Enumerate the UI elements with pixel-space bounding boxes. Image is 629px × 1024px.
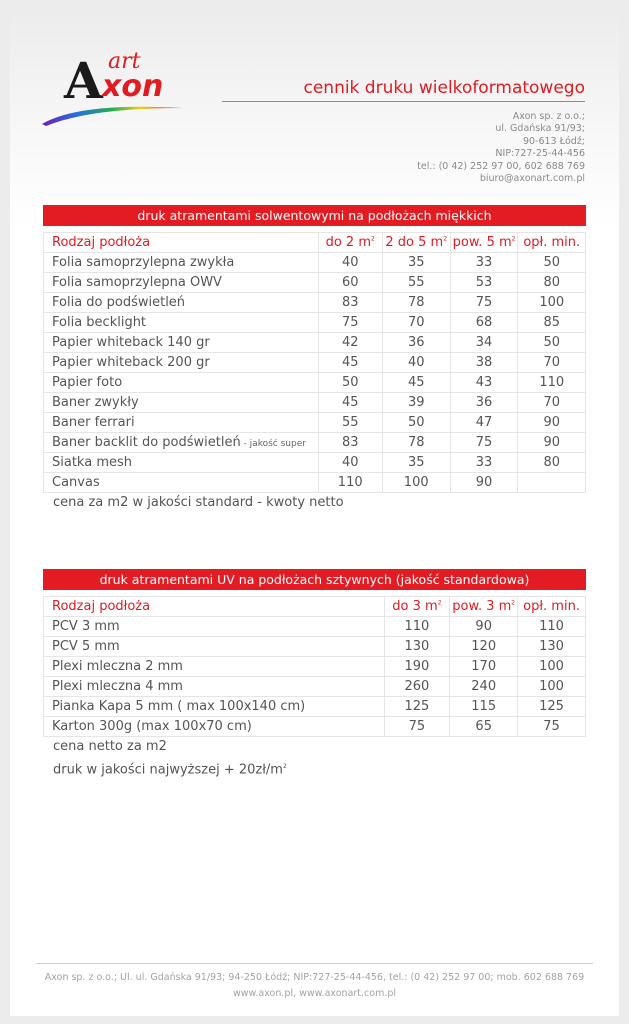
- price-cell: 85: [518, 313, 586, 333]
- price-cell: 80: [518, 453, 586, 473]
- price-cell: 47: [450, 413, 518, 433]
- table-row: [44, 393, 586, 413]
- material-name: Papier whiteback 140 gr: [44, 333, 319, 353]
- material-name: Pianka Kapa 5 mm ( max 100x140 cm): [44, 697, 385, 717]
- price-cell: 53: [450, 273, 518, 293]
- table-row: [44, 253, 586, 273]
- col-upto-3: do 3 $m^2$: [384, 597, 450, 617]
- price-cell: 78: [382, 433, 450, 453]
- price-cell: 36: [450, 393, 518, 413]
- price-cell: 130: [518, 637, 586, 657]
- price-cell: 70: [518, 393, 586, 413]
- material-name: Siatka mesh: [44, 453, 319, 473]
- footer-address: Axon sp. z o.o.; Ul. ul. Gdańska 91/93; 94-250 Łódź; NIP:727-25-44-456, tel.: (0 42) 252 97 00; mob. 602 688 769: [44, 972, 585, 983]
- col-upto-2: do 2 $m^2$: [318, 233, 382, 253]
- price-cell: 75: [518, 717, 586, 737]
- price-cell: 33: [450, 253, 518, 273]
- price-cell: 80: [518, 273, 586, 293]
- price-cell: 170: [450, 657, 518, 677]
- material-name: Baner zwykły: [44, 393, 319, 413]
- table-row: [44, 353, 586, 373]
- price-cell: 35: [382, 453, 450, 473]
- uv-note-quality: druk w jakości najwyższej + $20zł/m^2$: [53, 762, 287, 778]
- price-cell: 90: [518, 433, 586, 453]
- table-row: [44, 373, 586, 393]
- price-cell: 33: [450, 453, 518, 473]
- price-cell: 100: [518, 677, 586, 697]
- price-cell: 45: [382, 373, 450, 393]
- company-line: 90-613 Łódź;: [522, 135, 585, 147]
- table-row: [44, 433, 586, 453]
- table-row: [44, 273, 586, 293]
- uv-note-net: cena netto za m2: [53, 739, 167, 754]
- footer-links: www.axon.pl, www.axonart.com.pl: [232, 988, 397, 999]
- price-cell: 45: [318, 353, 382, 373]
- table-row: [44, 313, 586, 333]
- price-cell: 130: [384, 637, 450, 657]
- price-cell: 34: [450, 333, 518, 353]
- table-row: [44, 617, 586, 637]
- company-line: NIP:727-25-44-456: [495, 148, 585, 160]
- table-row: [44, 697, 586, 717]
- company-line: tel.: (0 42) 252 97 00, 602 688 769: [417, 160, 585, 172]
- uv-heading: druk atramentami UV na podłożach sztywnych (jakość standardowa): [43, 569, 586, 590]
- material-name: Canvas: [44, 473, 319, 493]
- page-title: cennik druku wielkoformatowego: [222, 78, 585, 102]
- col-min-fee: opł. min.: [518, 233, 586, 253]
- price-cell: 65: [450, 717, 518, 737]
- logo-swoosh: [42, 107, 182, 126]
- price-cell: 260: [384, 677, 450, 697]
- price-cell: 50: [318, 373, 382, 393]
- price-cell: 83: [318, 433, 382, 453]
- footer: [0, 970, 629, 1002]
- price-cell: 125: [384, 697, 450, 717]
- price-cell: 110: [518, 373, 586, 393]
- price-cell: 35: [382, 253, 450, 273]
- material-name: PCV 3 mm: [44, 617, 385, 637]
- price-cell: 120: [450, 637, 518, 657]
- price-cell: 38: [450, 353, 518, 373]
- material-name: Plexi mleczna 2 mm: [44, 657, 385, 677]
- table-row: [44, 473, 586, 493]
- price-cell: 110: [318, 473, 382, 493]
- material-name: Folia samoprzylepna OWV: [44, 273, 319, 293]
- table-header-row: [44, 233, 586, 253]
- price-cell: 70: [518, 353, 586, 373]
- price-cell: 78: [382, 293, 450, 313]
- material-name: Folia do podświetleń: [44, 293, 319, 313]
- price-cell: 110: [384, 617, 450, 637]
- price-cell: 70: [382, 313, 450, 333]
- price-cell: 75: [450, 293, 518, 313]
- solvent-note: cena za m2 w jakości standard - kwoty netto: [53, 495, 344, 510]
- price-cell: 43: [450, 373, 518, 393]
- col-material: Rodzaj podłoża: [44, 233, 319, 253]
- footer-divider: [36, 963, 593, 964]
- col-material: Rodzaj podłoża: [44, 597, 385, 617]
- company-line: ul. Gdańska 91/93;: [495, 123, 585, 135]
- price-cell: 75: [450, 433, 518, 453]
- material-name: Folia becklight: [44, 313, 319, 333]
- price-cell: 100: [518, 657, 586, 677]
- uv-section: [43, 569, 586, 780]
- table-row: [44, 717, 586, 737]
- price-cell: [518, 473, 586, 493]
- material-name: Papier foto: [44, 373, 319, 393]
- price-cell: 42: [318, 333, 382, 353]
- material-name: Karton 300g (max 100x70 cm): [44, 717, 385, 737]
- material-name: PCV 5 mm: [44, 637, 385, 657]
- price-cell: 100: [518, 293, 586, 313]
- logo-script: art: [108, 49, 141, 74]
- solvent-section: [43, 205, 586, 513]
- solvent-heading: druk atramentami solwentowymi na podłożach miękkich: [43, 205, 586, 226]
- col-2-to-5: 2 do 5 $m^2$: [382, 233, 450, 253]
- price-cell: 90: [450, 473, 518, 493]
- material-name: Baner ferrari: [44, 413, 319, 433]
- col-over-3: pow. 3 $m^2$: [450, 597, 518, 617]
- price-cell: 75: [318, 313, 382, 333]
- table-row: [44, 413, 586, 433]
- material-name: Baner backlit do podświetleń - jakość super: [44, 433, 319, 453]
- price-cell: 50: [518, 333, 586, 353]
- price-cell: 240: [450, 677, 518, 697]
- price-cell: 115: [450, 697, 518, 717]
- price-cell: 55: [318, 413, 382, 433]
- logo-initial: A: [64, 51, 103, 110]
- logo-main: xon: [102, 69, 164, 104]
- price-cell: 45: [318, 393, 382, 413]
- price-cell: 190: [384, 657, 450, 677]
- table-header-row: [44, 597, 586, 617]
- uv-price-table: [43, 596, 586, 737]
- price-cell: 40: [318, 453, 382, 473]
- table-row: [44, 677, 586, 697]
- price-cell: 55: [382, 273, 450, 293]
- price-cell: 50: [382, 413, 450, 433]
- col-over-5: pow. 5 $m^2$: [450, 233, 518, 253]
- material-name: Plexi mleczna 4 mm: [44, 677, 385, 697]
- price-cell: 90: [450, 617, 518, 637]
- table-row: [44, 333, 586, 353]
- table-row: [44, 293, 586, 313]
- company-line: Axon sp. z o.o.;: [512, 111, 585, 122]
- price-cell: 40: [382, 353, 450, 373]
- axon-art-logo: [40, 46, 190, 132]
- company-email: biuro@axonart.com.pl: [479, 173, 585, 185]
- price-cell: 50: [518, 253, 586, 273]
- solvent-price-table: [43, 232, 586, 493]
- price-cell: 68: [450, 313, 518, 333]
- material-name: Folia samoprzylepna zwykła: [44, 253, 319, 273]
- price-cell: 90: [518, 413, 586, 433]
- table-row: [44, 657, 586, 677]
- price-cell: 40: [318, 253, 382, 273]
- price-cell: 60: [318, 273, 382, 293]
- price-cell: 75: [384, 717, 450, 737]
- price-cell: 39: [382, 393, 450, 413]
- price-cell: 110: [518, 617, 586, 637]
- company-info: [417, 111, 585, 185]
- price-cell: 125: [518, 697, 586, 717]
- material-name: Papier whiteback 200 gr: [44, 353, 319, 373]
- col-min-fee: opł. min.: [518, 597, 586, 617]
- price-cell: 36: [382, 333, 450, 353]
- table-row: [44, 637, 586, 657]
- price-cell: 83: [318, 293, 382, 313]
- table-row: [44, 453, 586, 473]
- price-cell: 100: [382, 473, 450, 493]
